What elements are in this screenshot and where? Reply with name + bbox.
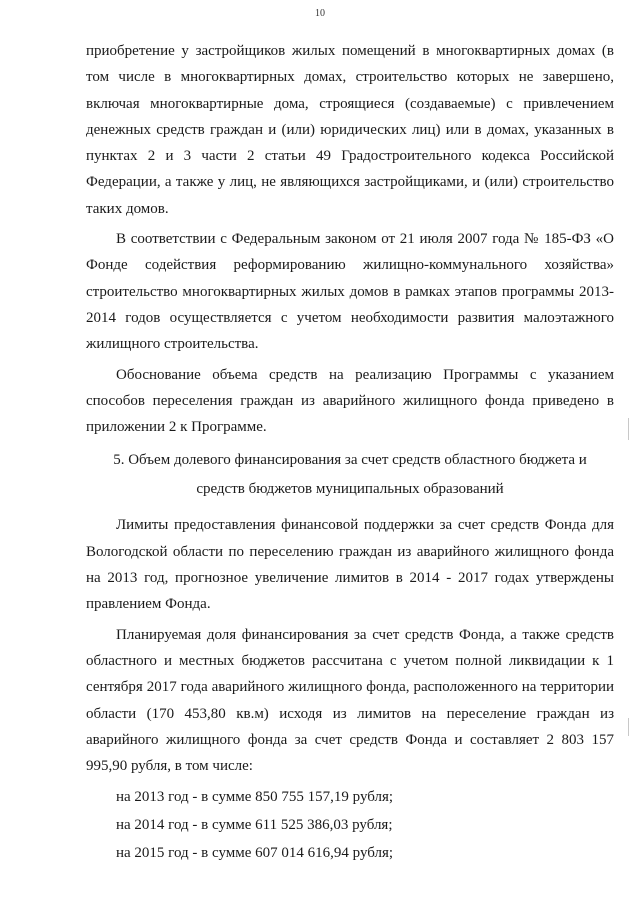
document-body: [86, 38, 614, 867]
page-number: 10: [315, 8, 325, 19]
paragraph-planned-share: Планируемая доля финансирования за счет средств Фонда, а также средств областного и местных бюджетов рассчитана с учетом полной ликвидации к 1 сентября 2017 года аварийного жилищного фонда, расположенного на территории области (170 453,80 кв.м) исходя из лимитов на переселение граждан из аварийного жилищного фонда за счет средств Фонда и составляет 2 803 157 995,90 рубля, в том числе:: [86, 626, 614, 775]
amount-2013: на 2013 год - в сумме 850 755 157,19 рубля;: [116, 789, 394, 806]
section-heading-line-2: средств бюджетов муниципальных образований: [196, 481, 504, 498]
paragraph-acquisition: приобретение у застройщиков жилых помещений в многоквартирных домах (в том числе в многоквартирных домах, строительство которых не завершено, включая многоквартирные дома, строящиеся (создаваемые) с привлечением денежных средств граждан и (или) юридических лиц) или в домах, указанных в пунктах 2 и 3 части 2 статьи 49 Градостроительного кодекса Российской Федерации, а также у лиц, не являющихся застройщиками, и (или) строительство таких домов.: [86, 43, 614, 217]
paragraph-justification: Обоснование объема средств на реализацию Программы с указанием способов переселения граждан из аварийного жилищного фонда приведено в приложении 2 к Программе.: [86, 366, 614, 436]
scan-margin-mark: [628, 718, 629, 736]
paragraph-federal-law: В соответствии с Федеральным законом от 21 июля 2007 года № 185-ФЗ «О Фонде содействия реформированию жилищно-коммунального хозяйства» строительство многоквартирных жилых домов в рамках этапов программы 2013-2014 годов осуществляется с учетом необходимости развития малоэтажного жилищного строительства.: [86, 231, 614, 353]
paragraph-limits: Лимиты предоставления финансовой поддержки за счет средств Фонда для Вологодской области по переселению граждан из аварийного жилищного фонда на 2013 год, прогнозное увеличение лимитов в 2014 - 2017 годах утверждены правлением Фонда.: [86, 517, 614, 613]
amount-2015: на 2015 год - в сумме 607 014 616,94 рубля;: [116, 845, 394, 862]
section-heading-line-1: 5. Объем долевого финансирования за счет средств областного бюджета и: [113, 452, 587, 469]
section-heading: [86, 446, 614, 504]
scan-margin-mark: [628, 418, 629, 440]
amount-2014: на 2014 год - в сумме 611 525 386,03 рубля;: [116, 817, 393, 834]
